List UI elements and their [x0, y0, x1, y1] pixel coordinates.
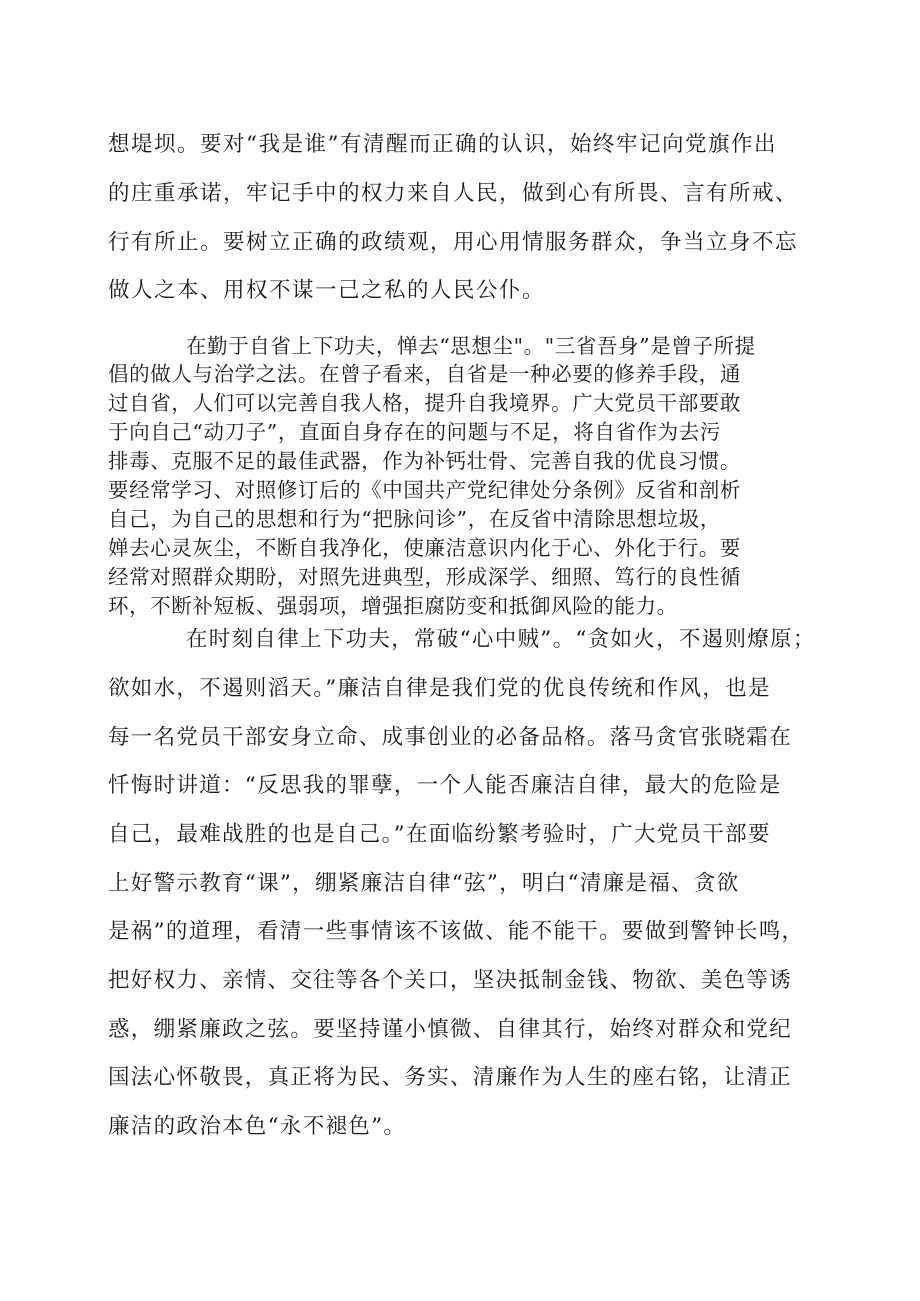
text-line: 惑，绷紧廉政之弦。要坚持谨小慎微、自律其行，始终对群众和党纪 [108, 1017, 793, 1042]
text-line: 忏悔时讲道：“反思我的罪孽，一个人能否廉洁自律，最大的危险是 [108, 773, 782, 798]
text-line: 国法心怀敬畏，真正将为民、务实、清廉作为人生的座右铭，让清正 [108, 1065, 793, 1090]
text-line: 要经常学习、对照修订后的《中国共产党纪律处分条例》反省和剖析 [108, 478, 741, 502]
text-line: 每一名党员干部安身立命、成事创业的必备品格。落马贪官张晓霜在 [108, 725, 793, 750]
text-line: 在时刻自律上下功夫，常破“心中贼”。“贪如火，不遏则燎原； [186, 627, 816, 652]
text-line: 经常对照群众期盼，对照先进典型，形成深学、细照、笃行的良性循 [108, 565, 741, 589]
text-line: 的庄重承诺，牢记手中的权力来自人民，做到心有所畏、言有所戒、 [108, 181, 799, 206]
text-line: 上好警示教育“课”，绷紧廉洁自律“弦”，明白“清廉是福、贪欲 [108, 871, 740, 896]
text-line: 于向自己“动刀子”，直面自身存在的问题与不足，将自省作为去污 [108, 420, 721, 444]
text-line: 自己，最难战胜的也是自己。”在面临纷繁考验时，广大党员干部要 [108, 822, 771, 847]
text-line: 倡的做人与治学之法。在曾子看来，自省是一种必要的修养手段，通 [108, 362, 741, 386]
text-line: 行有所止。要树立正确的政绩观，用心用情服务群众，争当立身不忘 [108, 230, 799, 255]
text-line: 做人之本、用权不谋一己之私的人民公仆。 [108, 278, 546, 303]
text-line: 在勤于自省上下功夫，惮去“思想尘"。"三省吾身”是曾子所提 [186, 334, 756, 358]
text-line: 婵去心灵灰尘，不断自我净化，使廉洁意识内化于心、外化于行。要 [108, 536, 741, 560]
text-line: 廉洁的政治本色“永不褪色”。 [108, 1114, 407, 1139]
text-line: 把好权力、亲情、交往等各个关口，坚决抵制金钱、物欲、美色等诱 [108, 968, 793, 993]
text-line: 想堤坝。要对“我是谁”有清醒而正确的认识，始终牢记向党旗作出 [108, 132, 777, 157]
text-line: 环，不断补短板、强弱项，增强拒腐防变和抵御风险的能力。 [108, 594, 678, 618]
text-line: 过自省，人们可以完善自我人格，提升自我境界。广大党员干部要敢 [108, 391, 741, 415]
text-line: 自己，为自己的思想和行为“把脉问诊”，在反省中清除思想垃圾， [108, 507, 721, 531]
text-line: 排毒、克服不足的最佳武器，作为补钙壮骨、完善自我的优良习惯。 [108, 449, 741, 473]
text-line: 欲如水，不遏则滔天。”廉洁自律是我们党的优良传统和作风，也是 [108, 676, 771, 701]
text-line: 是祸”的道理，看清一些事情该不该做、能不能干。要做到警钟长鸣， [108, 919, 805, 944]
